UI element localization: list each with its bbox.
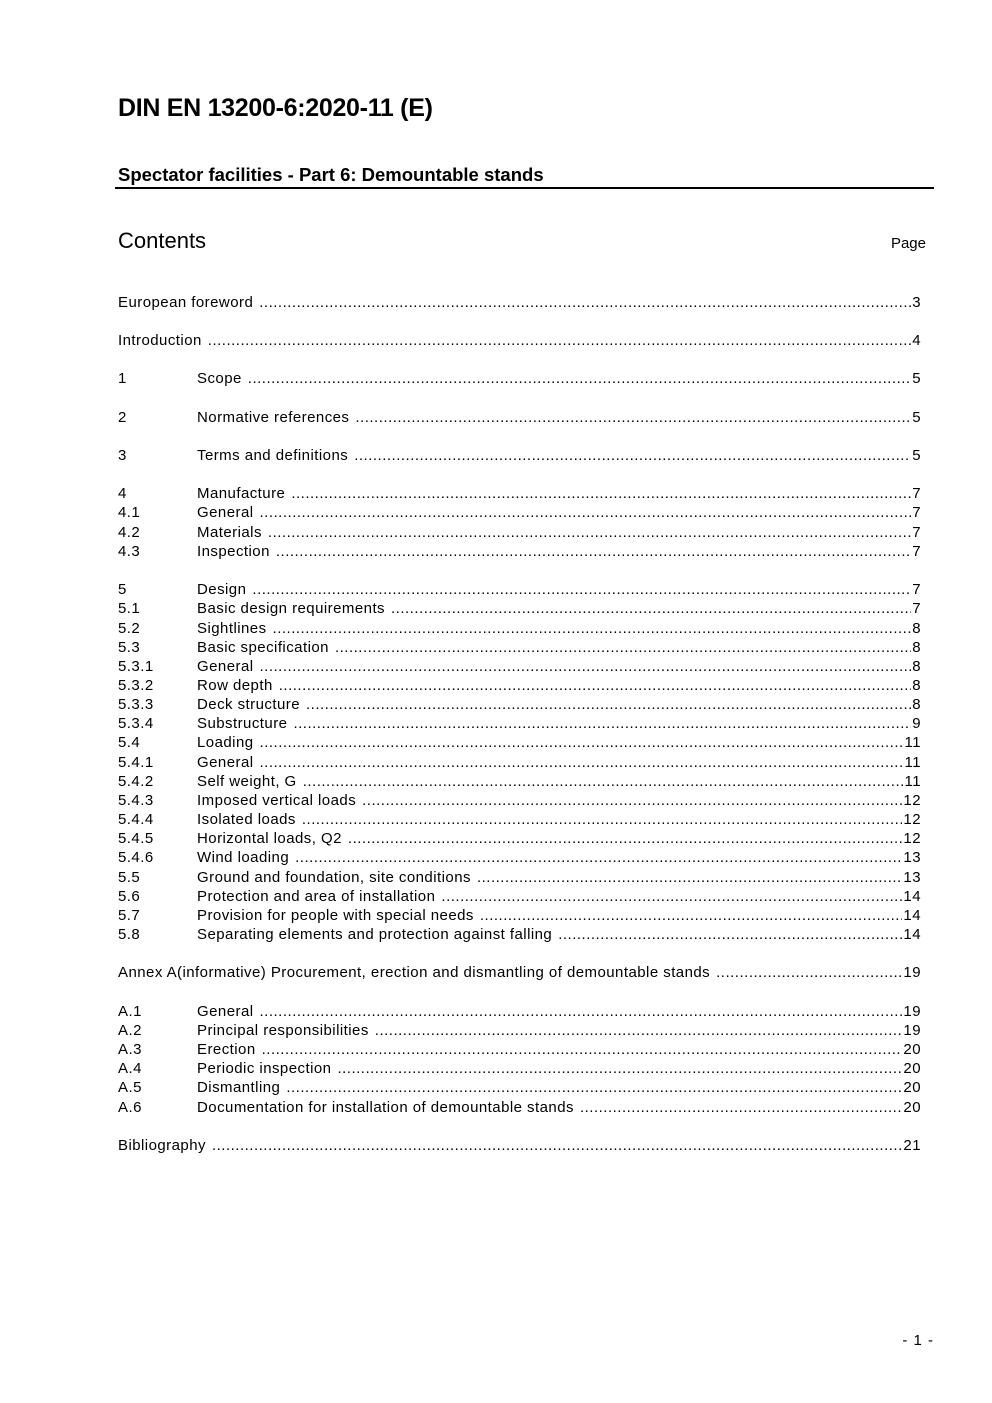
toc-entry-number: 5.4	[118, 734, 141, 751]
toc-entry[interactable]	[118, 772, 921, 791]
toc-entry-page: 7	[912, 581, 921, 598]
toc-entry-number: 1	[118, 370, 127, 387]
toc-entry-number: A.6	[118, 1099, 142, 1116]
toc-entry-page: 11	[904, 734, 921, 751]
toc-entry-number: 5.4.2	[118, 773, 154, 790]
toc-entry-title: Normative references	[197, 409, 350, 426]
toc-entry[interactable]	[118, 619, 921, 638]
toc-entry-title: Materials	[197, 524, 262, 541]
toc-entry-page: 7	[912, 600, 921, 617]
toc-entry-title: Isolated loads	[197, 811, 296, 828]
toc-entry-page: 5	[912, 447, 921, 464]
toc-entry-number: 5.5	[118, 869, 141, 886]
toc-entry-title: Provision for people with special needs	[197, 907, 474, 924]
toc-entry[interactable]	[118, 657, 921, 676]
toc-entry-title: Self weight, G	[197, 773, 297, 790]
toc-entry[interactable]	[118, 503, 921, 522]
toc-entry-number: 5.3.1	[118, 658, 154, 675]
toc-entry[interactable]	[118, 293, 921, 312]
toc-entry[interactable]	[118, 868, 921, 887]
toc-entry-title: Deck structure	[197, 696, 300, 713]
toc-entry[interactable]	[118, 580, 921, 599]
toc-dot-leader	[295, 848, 902, 867]
toc-entry-page: 19	[903, 1022, 921, 1039]
toc-entry[interactable]	[118, 542, 921, 561]
toc-dot-leader	[716, 963, 902, 982]
toc-entry-page: 7	[912, 543, 921, 560]
toc-entry-page: 8	[912, 696, 921, 713]
toc-entry[interactable]	[118, 1098, 921, 1117]
document-subtitle: Spectator facilities - Part 6: Demountable stands	[118, 164, 544, 185]
toc-entry-page: 8	[912, 658, 921, 675]
toc-entry-number: 4.2	[118, 524, 141, 541]
toc-entry[interactable]	[118, 484, 921, 503]
toc-entry[interactable]	[118, 599, 921, 618]
toc-entry-title: General	[197, 658, 254, 675]
toc-entry[interactable]	[118, 791, 921, 810]
toc-entry[interactable]	[118, 829, 921, 848]
toc-entry-page: 20	[903, 1079, 921, 1096]
toc-entry-title: Terms and definitions	[197, 447, 349, 464]
toc-entry-title: Documentation for installation of demountable stands	[197, 1099, 574, 1116]
toc-entry-page: 9	[912, 715, 921, 732]
toc-entry-page: 12	[903, 792, 921, 809]
toc-entry[interactable]	[118, 848, 921, 867]
toc-entry-title: Wind loading	[197, 849, 290, 866]
toc-dot-leader	[477, 868, 902, 887]
toc-dot-leader	[248, 369, 911, 388]
toc-dot-leader	[348, 829, 903, 848]
toc-entry[interactable]	[118, 906, 921, 925]
toc-entry-page: 14	[903, 926, 921, 943]
toc-entry[interactable]	[118, 1136, 921, 1155]
toc-entry-number: 5.4.6	[118, 849, 154, 866]
toc-entry-title: Design	[197, 581, 247, 598]
toc-dot-leader	[273, 619, 912, 638]
toc-dot-leader	[293, 714, 911, 733]
toc-entry[interactable]	[118, 638, 921, 657]
toc-entry-number: 5.4.1	[118, 754, 154, 771]
toc-entry-title: Ground and foundation, site conditions	[197, 869, 471, 886]
toc-entry-number: A.2	[118, 1022, 142, 1039]
toc-dot-leader	[208, 331, 911, 350]
toc-entry-title: Inspection	[197, 543, 270, 560]
toc-entry-number: A.1	[118, 1003, 142, 1020]
toc-dot-leader	[212, 1136, 902, 1155]
toc-entry-page: 7	[912, 485, 921, 502]
toc-dot-leader	[260, 753, 904, 772]
toc-entry-number: 4.1	[118, 504, 141, 521]
toc-dot-leader	[276, 542, 911, 561]
toc-entry-title: Basic specification	[197, 639, 329, 656]
toc-entry-page: 8	[912, 677, 921, 694]
toc-entry-page: 12	[903, 830, 921, 847]
toc-entry-title: Sightlines	[197, 620, 267, 637]
toc-entry-number: A.4	[118, 1060, 142, 1077]
toc-dot-leader	[355, 408, 911, 427]
toc-entry-title: Scope	[197, 370, 242, 387]
toc-entry-title: Row depth	[197, 677, 273, 694]
toc-entry-page: 7	[912, 504, 921, 521]
toc-entry-title: General	[197, 754, 254, 771]
toc-dot-leader	[306, 695, 911, 714]
toc-entry-page: 7	[912, 524, 921, 541]
toc-entry-page: 8	[912, 620, 921, 637]
table-of-contents	[118, 0, 921, 1403]
contents-heading: Contents	[118, 228, 207, 253]
toc-dot-leader	[303, 772, 904, 791]
toc-entry[interactable]	[118, 369, 921, 388]
toc-entry-number: 5.3	[118, 639, 141, 656]
toc-entry-page: 13	[903, 869, 921, 886]
page-column-heading: Page	[890, 235, 926, 252]
toc-entry[interactable]	[118, 695, 921, 714]
toc-entry-title: European foreword	[118, 294, 254, 311]
toc-entry[interactable]	[118, 925, 921, 944]
toc-entry-page: 20	[903, 1099, 921, 1116]
toc-dot-leader	[441, 887, 902, 906]
toc-entry[interactable]	[118, 446, 921, 465]
toc-entry-title: Basic design requirements	[197, 600, 386, 617]
toc-entry-title: Erection	[197, 1041, 256, 1058]
toc-dot-leader	[480, 906, 903, 925]
toc-entry-number: 5.2	[118, 620, 141, 637]
toc-entry-number: 2	[118, 409, 127, 426]
toc-entry-title: Substructure	[197, 715, 288, 732]
toc-entry-title: Loading	[197, 734, 254, 751]
toc-entry[interactable]	[118, 714, 921, 733]
toc-entry-number: 5.1	[118, 600, 141, 617]
toc-entry-number: 5.3.4	[118, 715, 154, 732]
toc-dot-leader	[558, 925, 902, 944]
toc-dot-leader	[268, 523, 911, 542]
toc-entry[interactable]	[118, 810, 921, 829]
toc-entry-title: Bibliography	[118, 1137, 206, 1154]
toc-entry[interactable]	[118, 408, 921, 427]
toc-entry-page: 5	[912, 409, 921, 426]
toc-entry-number: 5.4.5	[118, 830, 154, 847]
toc-dot-leader	[252, 580, 911, 599]
toc-entry-title: Dismantling	[197, 1079, 281, 1096]
toc-entry-number: A.3	[118, 1041, 142, 1058]
toc-entry-title: General	[197, 1003, 254, 1020]
toc-entry-title: Introduction	[118, 332, 202, 349]
toc-entry[interactable]	[118, 1078, 921, 1097]
toc-entry-page: 19	[903, 964, 921, 981]
toc-entry[interactable]	[118, 676, 921, 695]
toc-entry[interactable]	[118, 523, 921, 542]
toc-dot-leader	[260, 503, 912, 522]
toc-entry-title: Horizontal loads, Q2	[197, 830, 342, 847]
toc-entry-page: 12	[903, 811, 921, 828]
toc-entry-page: 4	[912, 332, 921, 349]
toc-entry[interactable]	[118, 1059, 921, 1078]
toc-entry[interactable]	[118, 887, 921, 906]
toc-entry-number: 4.3	[118, 543, 141, 560]
toc-entry-number: 5.7	[118, 907, 141, 924]
toc-entry-page: 5	[912, 370, 921, 387]
toc-entry-title: Protection and area of installation	[197, 888, 436, 905]
toc-dot-leader	[260, 1002, 903, 1021]
toc-entry-page: 11	[904, 754, 921, 771]
toc-entry-number: 5.6	[118, 888, 141, 905]
footer-page-number: - 1 -	[902, 1332, 934, 1349]
toc-entry[interactable]	[118, 753, 921, 772]
toc-entry[interactable]	[118, 963, 921, 982]
toc-entry[interactable]	[118, 1021, 921, 1040]
toc-entry-number: 5.4.3	[118, 792, 154, 809]
toc-entry-page: 3	[912, 294, 921, 311]
toc-dot-leader	[580, 1098, 902, 1117]
toc-entry-title: Manufacture	[197, 485, 286, 502]
toc-dot-leader	[391, 599, 911, 618]
toc-dot-leader	[279, 676, 911, 695]
toc-entry-title: General	[197, 504, 254, 521]
toc-dot-leader	[291, 484, 911, 503]
toc-entry[interactable]	[118, 1002, 921, 1021]
toc-dot-leader	[375, 1021, 903, 1040]
toc-entry-number: 5.8	[118, 926, 141, 943]
toc-entry-page: 11	[904, 773, 921, 790]
toc-entry-number: 5	[118, 581, 127, 598]
toc-dot-leader	[260, 733, 904, 752]
toc-entry-page: 14	[903, 888, 921, 905]
toc-entry-title: Separating elements and protection against falling	[197, 926, 553, 943]
toc-dot-leader	[259, 293, 911, 312]
toc-entry-number: 5.3.2	[118, 677, 154, 694]
toc-dot-leader	[302, 810, 903, 829]
toc-entry-number: 4	[118, 485, 127, 502]
toc-entry-title: Annex A(informative) Procurement, erection and dismantling of demountable stands	[118, 964, 711, 981]
toc-entry[interactable]	[118, 331, 921, 350]
toc-dot-leader	[335, 638, 911, 657]
toc-dot-leader	[260, 657, 912, 676]
toc-entry-page: 20	[903, 1060, 921, 1077]
document-title: DIN EN 13200-6:2020-11 (E)	[118, 94, 433, 122]
toc-entry-page: 21	[903, 1137, 921, 1154]
toc-entry-number: 3	[118, 447, 127, 464]
toc-entry-title: Imposed vertical loads	[197, 792, 357, 809]
toc-entry-number: 5.4.4	[118, 811, 154, 828]
toc-entry-number: 5.3.3	[118, 696, 154, 713]
toc-entry-page: 20	[903, 1041, 921, 1058]
toc-dot-leader	[354, 446, 911, 465]
toc-entry-page: 13	[903, 849, 921, 866]
toc-entry[interactable]	[118, 1040, 921, 1059]
toc-entry-title: Periodic inspection	[197, 1060, 332, 1077]
toc-entry-page: 8	[912, 639, 921, 656]
toc-dot-leader	[262, 1040, 903, 1059]
toc-entry-page: 19	[903, 1003, 921, 1020]
toc-entry-title: Principal responsibilities	[197, 1022, 369, 1039]
toc-dot-leader	[362, 791, 902, 810]
toc-dot-leader	[337, 1059, 902, 1078]
toc-entry-page: 14	[903, 907, 921, 924]
toc-entry-number: A.5	[118, 1079, 142, 1096]
toc-dot-leader	[286, 1078, 902, 1097]
toc-entry[interactable]	[118, 733, 921, 752]
